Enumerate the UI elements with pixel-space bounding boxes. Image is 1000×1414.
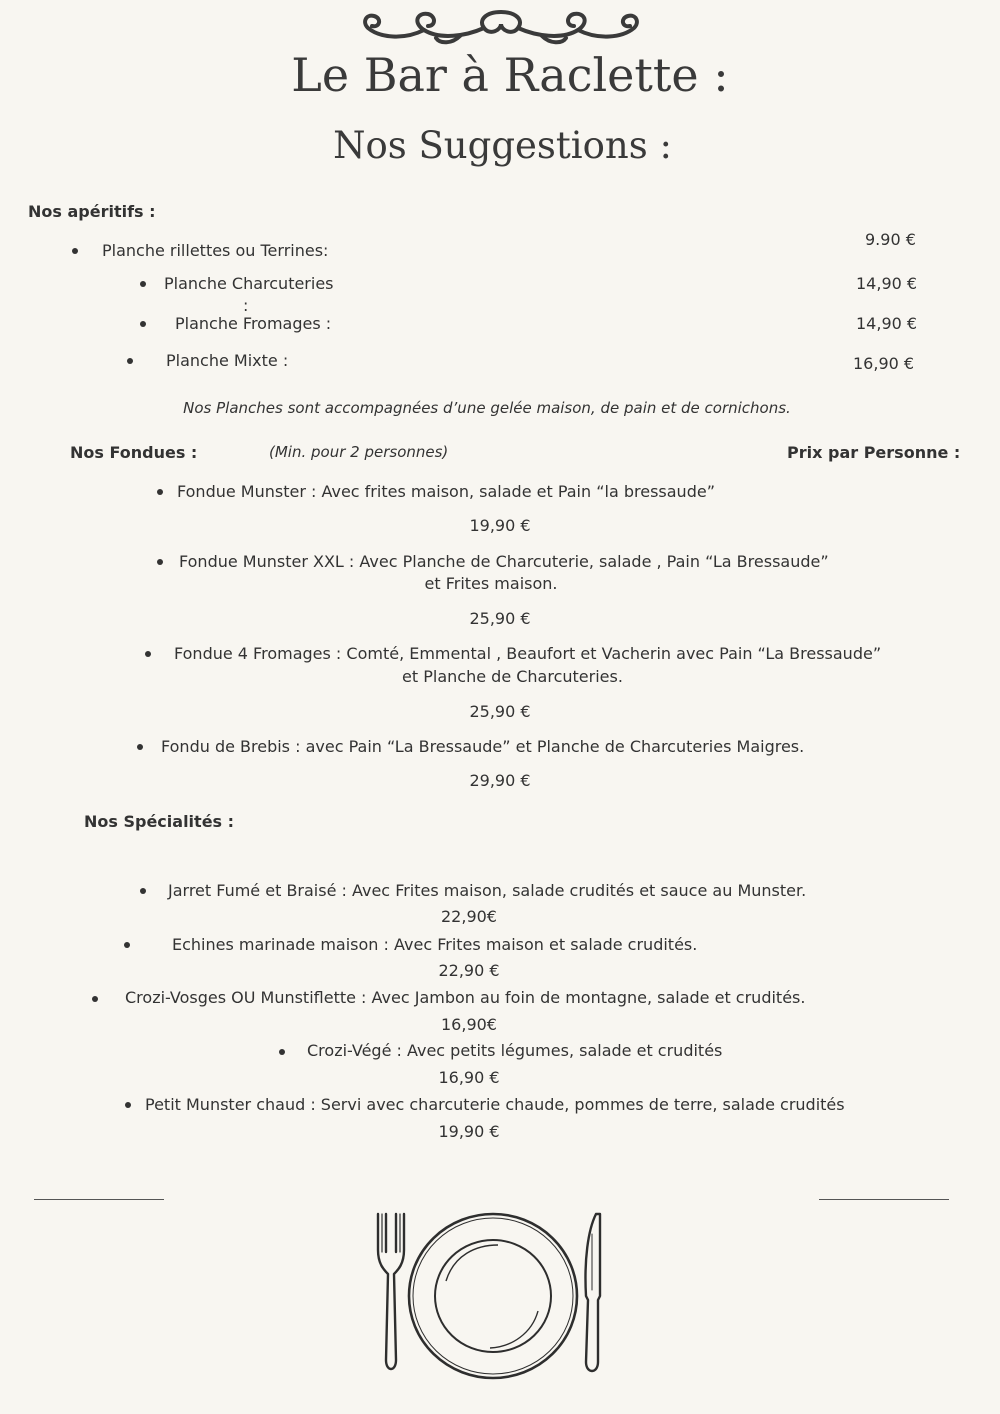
specialite-item-price: 16,90€ (441, 1015, 497, 1034)
bullet-icon (140, 321, 146, 327)
bullet-icon (124, 942, 130, 948)
fondue-item-price: 25,90 € (469, 702, 531, 721)
fondue-item-label: Fondu de Brebis : avec Pain “La Bressaude” et Planche de Charcuteries Maigres. (161, 737, 805, 756)
page-subtitle: Nos Suggestions : (333, 124, 672, 167)
fondue-item-label-cont: et Frites maison. (424, 574, 558, 593)
bullet-icon (137, 744, 143, 750)
bullet-icon (92, 996, 98, 1002)
fondue-item-price: 25,90 € (469, 609, 531, 628)
plate-icon (406, 1211, 580, 1381)
bullet-icon (140, 888, 146, 894)
aperitif-item-price: 14,90 € (856, 274, 918, 293)
ornament-flourish-icon (360, 6, 642, 48)
bullet-icon (279, 1049, 285, 1055)
aperitif-item-label: Planche Charcuteries (164, 274, 334, 293)
specialite-item-price: 16,90 € (438, 1068, 500, 1087)
fondues-heading: Nos Fondues : (70, 443, 198, 462)
bullet-icon (127, 358, 133, 364)
fondue-item-price: 29,90 € (469, 771, 531, 790)
aperitif-item-price: 9.90 € (865, 230, 916, 249)
bullet-icon (140, 281, 146, 287)
specialite-item-price: 22,90€ (441, 907, 497, 926)
aperitif-item-price: 16,90 € (853, 354, 915, 373)
specialite-item-price: 22,90 € (438, 961, 500, 980)
fondue-item-label: Fondue Munster XXL : Avec Planche de Charcuterie, salade , Pain “La Bressaude” (179, 552, 829, 571)
specialite-item-label: Crozi-Vosges OU Munstiflette : Avec Jambon au foin de montagne, salade et crudités. (125, 988, 806, 1007)
fondue-item-label-cont: et Planche de Charcuteries. (402, 667, 623, 686)
page-title: Le Bar à Raclette : (291, 48, 729, 102)
aperitifs-note: Nos Planches sont accompagnées d’une gelée maison, de pain et de cornichons. (183, 399, 791, 417)
specialite-item-label: Jarret Fumé et Braisé : Avec Frites maison, salade crudités et sauce au Munster. (168, 881, 807, 900)
knife-icon (580, 1210, 606, 1380)
bullet-icon (72, 248, 78, 254)
specialite-item-label: Crozi-Végé : Avec petits légumes, salade et crudités (307, 1041, 723, 1060)
specialites-heading: Nos Spécialités : (84, 812, 235, 831)
specialite-item-label: Petit Munster chaud : Servi avec charcuterie chaude, pommes de terre, salade crudités (145, 1095, 845, 1114)
divider-right (819, 1199, 949, 1200)
aperitifs-heading: Nos apéritifs : (28, 202, 156, 221)
aperitif-item-extra: : (243, 296, 249, 315)
specialite-item-price: 19,90 € (438, 1122, 500, 1141)
bullet-icon (157, 489, 163, 495)
bullet-icon (125, 1102, 131, 1108)
fork-icon (374, 1210, 408, 1380)
price-per-person-heading: Prix par Personne : (787, 443, 961, 462)
aperitif-item-label: Planche rillettes ou Terrines: (102, 241, 329, 260)
fondues-min-note: (Min. pour 2 personnes) (269, 443, 449, 461)
specialite-item-label: Echines marinade maison : Avec Frites maison et salade crudités. (172, 935, 698, 954)
aperitif-item-label: Planche Fromages : (175, 314, 332, 333)
bullet-icon (145, 651, 151, 657)
divider-left (34, 1199, 164, 1200)
fondue-item-label: Fondue 4 Fromages : Comté, Emmental , Beaufort et Vacherin avec Pain “La Bressaude” (174, 644, 882, 663)
aperitif-item-label: Planche Mixte : (166, 351, 289, 370)
bullet-icon (157, 559, 163, 565)
fondue-item-price: 19,90 € (469, 516, 531, 535)
fondue-item-label: Fondue Munster : Avec frites maison, salade et Pain “la bressaude” (177, 482, 715, 501)
aperitif-item-price: 14,90 € (856, 314, 918, 333)
